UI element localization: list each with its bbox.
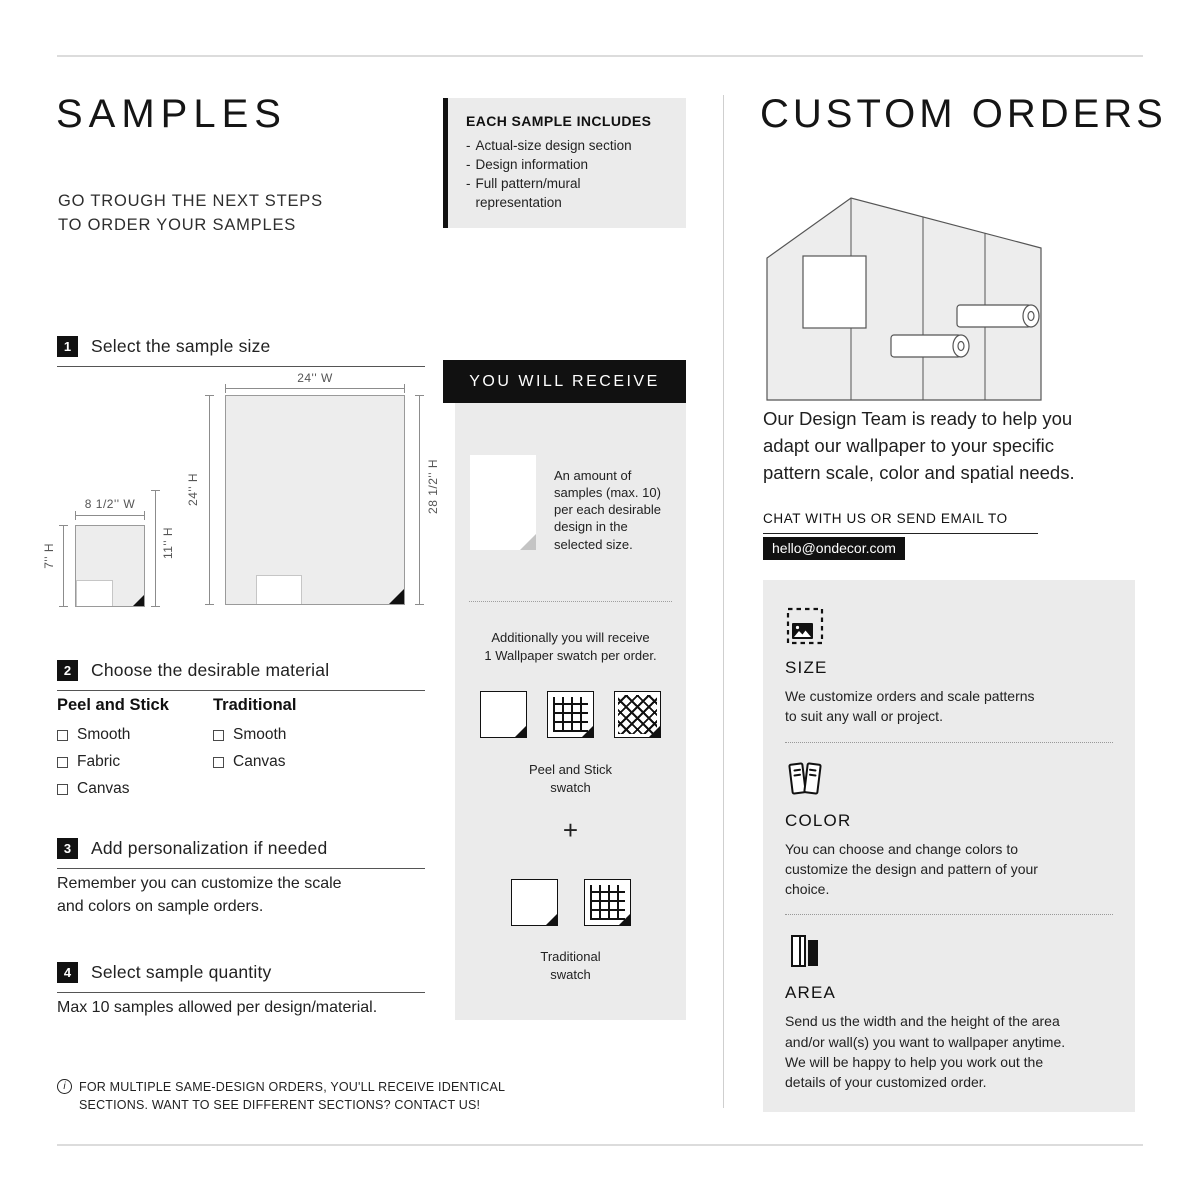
includes-item	[466, 156, 672, 175]
image-placeholder-icon	[785, 606, 825, 646]
large-width-dimension-label: 24'' W	[297, 371, 333, 385]
traditional-title: Traditional	[213, 696, 297, 714]
dimension-line	[75, 515, 145, 516]
includes-item	[466, 175, 672, 213]
large-sample-preview	[225, 395, 405, 605]
personalization-note: Remember you can customize the scale and colors on sample orders.	[57, 875, 342, 915]
checkbox-icon	[57, 730, 68, 741]
you-will-receive-panel	[455, 403, 686, 1020]
dotted-divider	[785, 914, 1113, 915]
step-2-number: 2	[57, 660, 78, 681]
dimension-line	[419, 395, 420, 605]
traditional-options	[213, 696, 363, 780]
sample-section-area	[256, 575, 302, 604]
checkbox-icon	[57, 757, 68, 768]
large-left-height-dimension-label: 24'' H	[186, 473, 200, 506]
wallpaper-rolls-icon	[785, 931, 825, 971]
design-team-intro: Our Design Team is ready to help you adapt our wallpaper to your specific pattern scale, color and spatial needs.	[763, 408, 1075, 483]
sample-size-diagram	[42, 371, 440, 633]
grid-swatch-icon	[584, 879, 631, 926]
dotted-divider	[785, 742, 1113, 743]
sample-section-area	[76, 580, 113, 606]
folded-corner-icon	[133, 595, 144, 606]
large-right-height-dimension-label: 28 1/2'' H	[426, 459, 440, 514]
sample-sheet-illustration	[470, 455, 536, 550]
includes-item-text: Actual-size design section	[475, 138, 632, 153]
bullet: -	[466, 156, 471, 172]
step-1-header	[57, 336, 425, 367]
plain-swatch-icon	[511, 879, 558, 926]
peel-and-stick-swatches	[455, 691, 686, 738]
samples-title: SAMPLES	[56, 92, 287, 136]
feature-size-title: SIZE	[785, 658, 828, 677]
folded-corner-icon	[520, 534, 536, 550]
peel-swatch-label: Peel and Stick swatch	[528, 762, 613, 795]
step-2-header	[57, 660, 425, 691]
checkbox-icon	[213, 757, 224, 768]
step-3-label: Add personalization if needed	[91, 838, 328, 858]
includes-item-text: Design information	[475, 156, 589, 172]
color-swatches-icon	[785, 759, 825, 799]
feature-color-text: You can choose and change colors to customize the design and pattern of your choice.	[785, 840, 1038, 898]
checkbox-icon	[57, 784, 68, 795]
material-option-label: Fabric	[77, 753, 121, 770]
custom-orders-title: CUSTOM ORDERS	[760, 92, 1167, 136]
plain-swatch-icon	[480, 691, 527, 738]
feature-area-title: AREA	[785, 983, 837, 1003]
dimension-line	[155, 490, 156, 607]
material-checkbox-peel-canvas[interactable]	[57, 780, 207, 798]
folded-corner-icon	[649, 726, 660, 737]
step-3-number: 3	[57, 838, 78, 859]
step-1-number: 1	[57, 336, 78, 357]
material-checkbox-peel-fabric[interactable]	[57, 753, 207, 771]
folded-corner-icon	[582, 726, 593, 737]
material-option-label: Canvas	[77, 780, 130, 797]
customization-features-panel	[763, 580, 1135, 1112]
small-width-dimension-label: 8 1/2'' W	[84, 497, 136, 511]
quantity-note: Max 10 samples allowed per design/material.	[57, 999, 378, 1016]
email-link[interactable]: hello@ondecor.com	[763, 537, 905, 560]
step-3-header	[57, 838, 425, 869]
bullet: -	[466, 175, 471, 191]
checkbox-icon	[213, 730, 224, 741]
contact-block	[763, 510, 1038, 560]
material-checkbox-traditional-canvas[interactable]	[213, 753, 363, 771]
dimension-line	[225, 388, 405, 389]
folded-corner-icon	[619, 914, 630, 925]
column-divider	[723, 95, 724, 1108]
small-sample-preview	[75, 525, 145, 607]
additional-swatch-text: Additionally you will receive 1 Wallpaper swatch per order.	[484, 630, 657, 664]
includes-title: EACH SAMPLE INCLUDES	[466, 113, 652, 129]
dotted-divider	[469, 601, 672, 602]
bullet: -	[466, 138, 471, 153]
each-sample-includes-box	[443, 98, 686, 228]
crosshatch-swatch-icon	[614, 691, 661, 738]
top-rule	[57, 55, 1143, 57]
bottom-rule	[57, 1144, 1143, 1146]
peel-and-stick-title: Peel and Stick	[57, 696, 169, 714]
includes-item	[466, 137, 672, 156]
plus-sign: +	[562, 815, 579, 845]
step-4-number: 4	[57, 962, 78, 983]
info-icon: i	[57, 1079, 72, 1094]
wallpapered-wall-illustration	[763, 192, 1048, 407]
small-right-height-dimension-label: 11'' H	[161, 527, 175, 560]
peel-and-stick-options	[57, 696, 207, 807]
step-4-header	[57, 962, 425, 993]
includes-item-text: Full pattern/mural representation	[475, 175, 581, 210]
samples-amount-text: An amount of samples (max. 10) per each desirable design in the selected size.	[554, 468, 661, 552]
you-will-receive-header: YOU WILL RECEIVE	[443, 360, 686, 403]
material-checkbox-traditional-smooth[interactable]	[213, 726, 363, 744]
step-4-label: Select sample quantity	[91, 962, 272, 982]
traditional-swatches	[455, 879, 686, 926]
step-1-label: Select the sample size	[91, 336, 271, 356]
material-option-label: Smooth	[77, 726, 131, 743]
dimension-line	[209, 395, 210, 605]
small-left-height-dimension-label: 7'' H	[42, 543, 56, 569]
folded-corner-icon	[389, 589, 404, 604]
material-option-label: Canvas	[233, 753, 286, 770]
folded-corner-icon	[515, 726, 526, 737]
feature-size-text: We customize orders and scale patterns to suit any wall or project.	[785, 688, 1035, 725]
traditional-swatch-label: Traditional swatch	[540, 949, 601, 982]
samples-intro: GO TROUGH THE NEXT STEPS TO ORDER YOUR SAMPLES	[58, 192, 323, 234]
dimension-line	[63, 525, 64, 607]
feature-area-text: Send us the width and the height of the area and/or wall(s) you want to wallpaper anytime. We will be happy to help you work out the details of your customized order.	[785, 1013, 1066, 1091]
folded-corner-icon	[546, 914, 557, 925]
grid-swatch-icon	[547, 691, 594, 738]
footnote	[57, 1078, 557, 1114]
material-checkbox-peel-smooth[interactable]	[57, 726, 207, 744]
footnote-text: FOR MULTIPLE SAME-DESIGN ORDERS, YOU'LL RECEIVE IDENTICAL SECTIONS. WANT TO SEE DIFFERENT SECTIONS? CONTACT US!	[79, 1080, 506, 1113]
step-2-label: Choose the desirable material	[91, 660, 330, 680]
feature-color-title: COLOR	[785, 810, 852, 830]
chat-with-us-label: CHAT WITH US OR SEND EMAIL TO	[763, 511, 1038, 534]
material-option-label: Smooth	[233, 726, 287, 743]
